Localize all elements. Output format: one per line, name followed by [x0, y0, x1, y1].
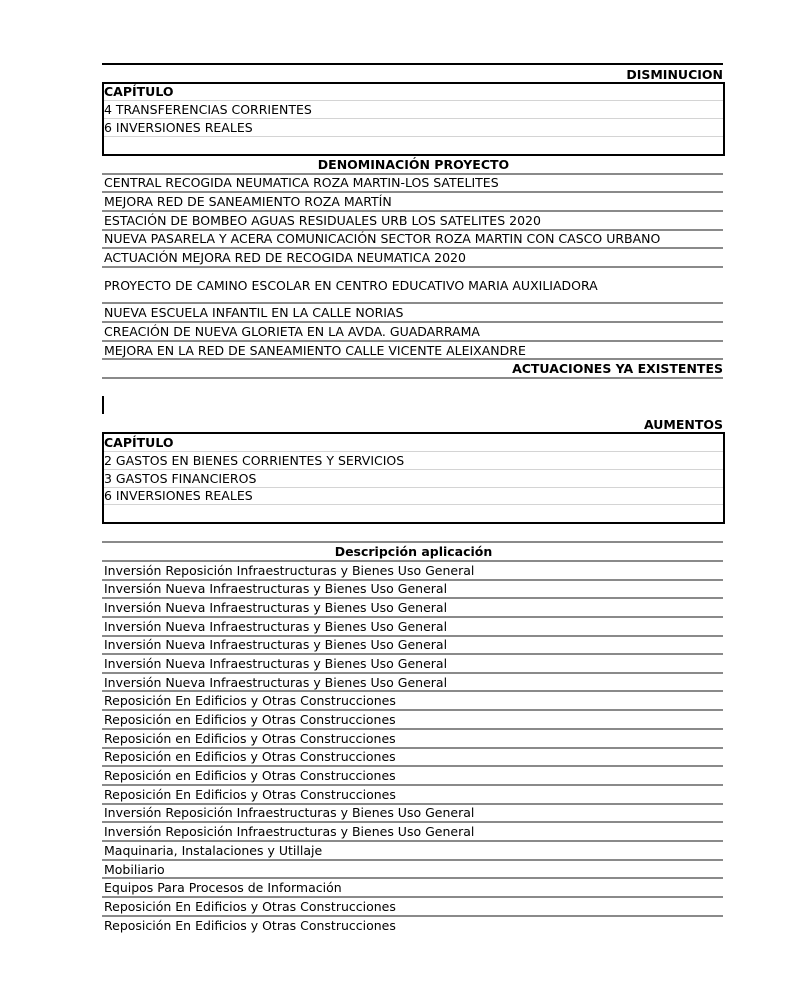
proyecto-item: NUEVA PASARELA Y ACERA COMUNICACIÓN SECTOR ROZA MARTIN CON CASCO URBANO: [104, 231, 661, 246]
disminucion-capitulo-header: CAPÍTULO: [104, 84, 174, 99]
aplicacion-item: Mobiliario: [104, 862, 165, 877]
proyecto-item: MEJORA RED DE SANEAMIENTO ROZA MARTÍN: [104, 194, 392, 209]
aplicacion-item: Inversión Nueva Infraestructuras y Bienes Uso General: [104, 675, 448, 690]
aumentos-left-rule: [102, 396, 104, 414]
disminucion-capitulo-item: 6 INVERSIONES REALES: [104, 120, 253, 135]
aplicacion-item: Equipos Para Procesos de Información: [104, 880, 342, 895]
aplicacion-item: Inversión Nueva Infraestructuras y Bienes Uso General: [104, 600, 448, 615]
proyecto-item: MEJORA EN LA RED DE SANEAMIENTO CALLE VICENTE ALEIXANDRE: [104, 343, 526, 358]
aplicacion-item: Maquinaria, Instalaciones y Utillaje: [104, 843, 323, 858]
proyecto-item: CENTRAL RECOGIDA NEUMATICA ROZA MARTIN-LOS SATELITES: [104, 175, 499, 190]
aplicaciones-header: Descripción aplicación: [334, 544, 493, 559]
aplicacion-item: Inversión Reposición Infraestructuras y Bienes Uso General: [104, 563, 475, 578]
disminucion-top-rule: [102, 63, 723, 65]
disminucion-capitulo-item: 4 TRANSFERENCIAS CORRIENTES: [104, 102, 312, 117]
divider: [104, 504, 723, 505]
proyecto-item: ACTUACIÓN MEJORA RED DE RECOGIDA NEUMATICA 2020: [104, 250, 466, 265]
aumentos-capitulo-item: 2 GASTOS EN BIENES CORRIENTES Y SERVICIOS: [104, 453, 405, 468]
proyecto-item: PROYECTO DE CAMINO ESCOLAR EN CENTRO EDUCATIVO MARIA AUXILIADORA: [104, 278, 598, 293]
divider: [102, 377, 723, 379]
aumentos-heading: AUMENTOS: [643, 417, 723, 432]
proyectos-footer: ACTUACIONES YA EXISTENTES: [512, 361, 723, 376]
aplicacion-item: Reposición En Edificios y Otras Construcciones: [104, 918, 396, 933]
aplicacion-item: Reposición en Edificios y Otras Construcciones: [104, 749, 396, 764]
aplicacion-item: Reposición en Edificios y Otras Construcciones: [104, 731, 396, 746]
aplicacion-item: Inversión Nueva Infraestructuras y Bienes Uso General: [104, 656, 448, 671]
proyectos-header: DENOMINACIÓN PROYECTO: [317, 157, 510, 172]
aumentos-capitulo-item: 6 INVERSIONES REALES: [104, 488, 253, 503]
aplicacion-item: Inversión Reposición Infraestructuras y Bienes Uso General: [104, 805, 475, 820]
aumentos-capitulo-header: CAPÍTULO: [104, 435, 174, 450]
aplicacion-item: Inversión Reposición Infraestructuras y Bienes Uso General: [104, 824, 475, 839]
aplicacion-item: Reposición en Edificios y Otras Construcciones: [104, 712, 396, 727]
aplicacion-item: Inversión Nueva Infraestructuras y Bienes Uso General: [104, 637, 448, 652]
proyecto-item: ESTACIÓN DE BOMBEO AGUAS RESIDUALES URB LOS SATELITES 2020: [104, 213, 541, 228]
aplicacion-item: Inversión Nueva Infraestructuras y Bienes Uso General: [104, 581, 448, 596]
aumentos-capitulo-item: 3 GASTOS FINANCIEROS: [104, 471, 257, 486]
aplicacion-item: Reposición En Edificios y Otras Construcciones: [104, 787, 396, 802]
disminucion-heading: DISMINUCION: [626, 67, 723, 82]
divider: [102, 266, 723, 268]
divider: [104, 136, 723, 137]
aplicacion-item: Reposición En Edificios y Otras Construcciones: [104, 693, 396, 708]
aplicacion-item: Reposición en Edificios y Otras Construcciones: [104, 768, 396, 783]
proyecto-item: NUEVA ESCUELA INFANTIL EN LA CALLE NORIAS: [104, 305, 404, 320]
aplicacion-item: Inversión Nueva Infraestructuras y Bienes Uso General: [104, 619, 448, 634]
proyecto-item: CREACIÓN DE NUEVA GLORIETA EN LA AVDA. GUADARRAMA: [104, 324, 480, 339]
aplicacion-item: Reposición En Edificios y Otras Construcciones: [104, 899, 396, 914]
